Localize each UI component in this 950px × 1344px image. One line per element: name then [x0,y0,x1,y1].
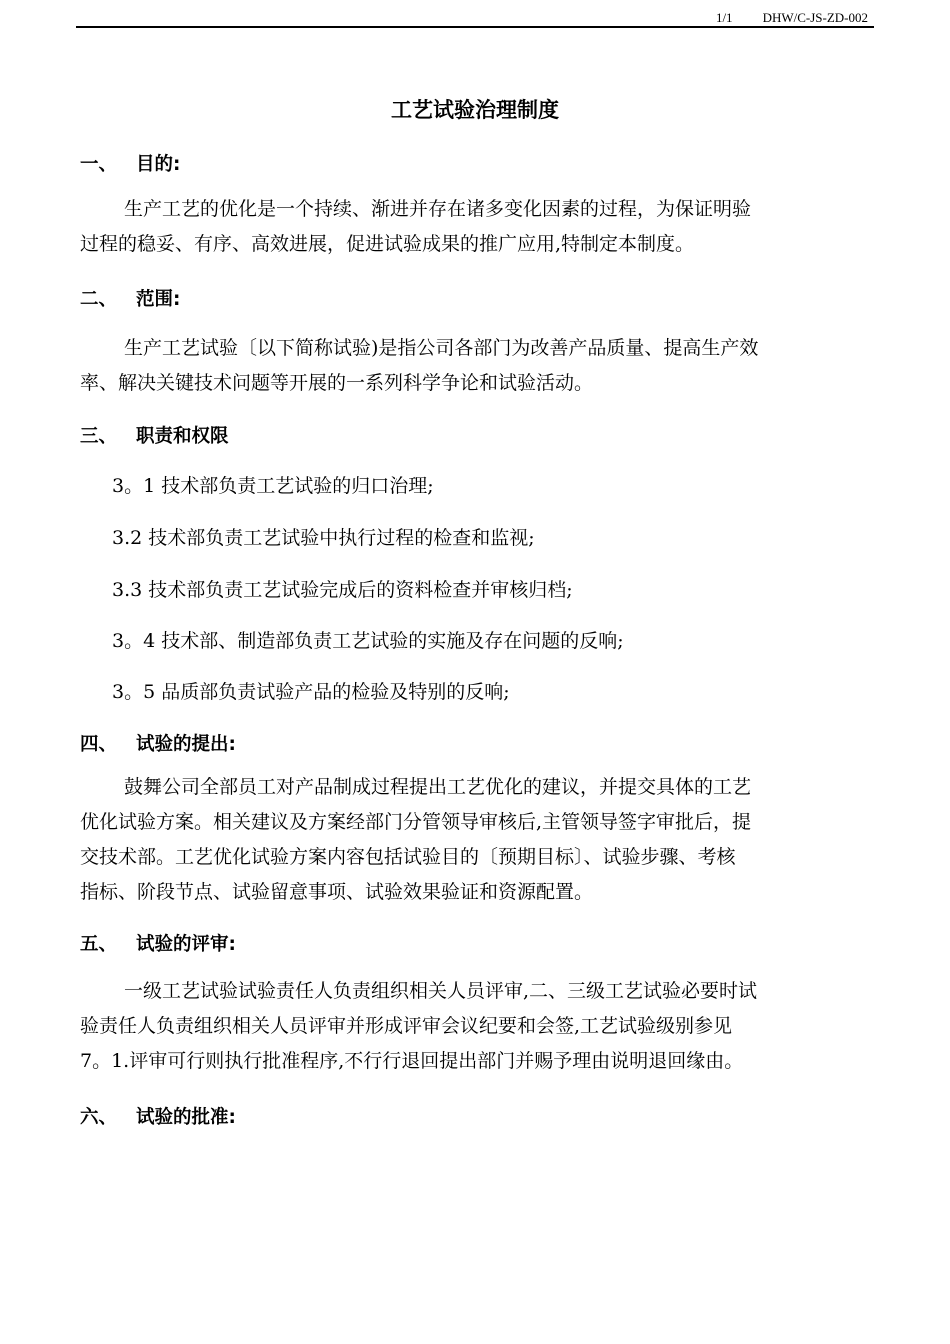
page-number: 1/1 [715,10,733,25]
paragraph-line: 率、解决关键技术问题等开展的一系列科学争论和试验活动。 [80,372,594,394]
section-number: 三、 [80,426,118,447]
section-body-scope [80,331,874,401]
section-heading-approval [80,1103,236,1129]
responsibility-item: 3。1 技术部负责工艺试验的归口治理; [112,475,434,497]
section-title: 范围: [136,289,181,310]
responsibility-item: 3。5 品质部负责试验产品的检验及特别的反响; [112,681,510,703]
section-number: 五、 [80,934,118,955]
responsibility-item: 3.3 技术部负责工艺试验完成后的资料检查并审核归档; [112,579,573,601]
paragraph-line: 过程的稳妥、有序、高效进展，促进试验成果的推广应用,特制定本制度。 [80,233,695,255]
paragraph-line: 生产工艺试验〔以下简称试验)是指公司各部门为改善产品质量、提高生产效 [124,337,759,359]
header-divider [76,26,874,28]
section-heading-scope [80,285,180,311]
section-body-review [80,974,874,1079]
document-code: DHW/C-JS-ZD-002 [762,10,868,25]
responsibility-item: 3.2 技术部负责工艺试验中执行过程的检查和监视; [112,527,535,549]
document-title: 工艺试验治理制度 [391,98,559,122]
section-title: 目的: [136,154,181,175]
paragraph-line: 指标、阶段节点、试验留意事项、试验效果验证和资源配置。 [80,881,594,903]
section-title: 试验的批准: [136,1107,236,1128]
paragraph-line: 7。1.评审可行则执行批准程序,不行行退回提出部门并赐予理由说明退回缘由。 [80,1050,744,1072]
paragraph-line: 交技术部。工艺优化试验方案内容包括试验目的〔预期目标〕、试验步骤、考核 [80,846,736,868]
section-number: 四、 [80,734,118,755]
section-title: 试验的提出: [136,734,236,755]
section-heading-proposal [80,730,236,756]
section-number: 一、 [80,154,118,175]
section-title: 职责和权限 [136,426,229,447]
section-heading-responsibilities [80,422,229,448]
page-header [716,10,868,26]
paragraph-line: 验责任人负责组织相关人员评审并形成评审会议纪要和会签,工艺试验级别参见 [80,1015,733,1037]
section-number: 六、 [80,1107,118,1128]
section-body-purpose [80,192,874,262]
responsibility-item: 3。4 技术部、制造部负责工艺试验的实施及存在问题的反响; [112,630,624,652]
section-body-proposal [80,770,874,910]
paragraph-line: 优化试验方案。相关建议及方案经部门分管领导审核后,主管领导签字审批后，提 [80,811,752,833]
paragraph-line: 鼓舞公司全部员工对产品制成过程提出工艺优化的建议，并提交具体的工艺 [124,776,752,798]
paragraph-line: 生产工艺的优化是一个持续、渐进并存在诸多变化因素的过程，为保证明验 [124,198,752,220]
section-title: 试验的评审: [136,934,236,955]
section-number: 二、 [80,289,118,310]
paragraph-line: 一级工艺试验试验责任人负责组织相关人员评审,二、三级工艺试验必要时试 [124,980,758,1002]
section-heading-purpose [80,150,180,176]
section-heading-review [80,930,236,956]
